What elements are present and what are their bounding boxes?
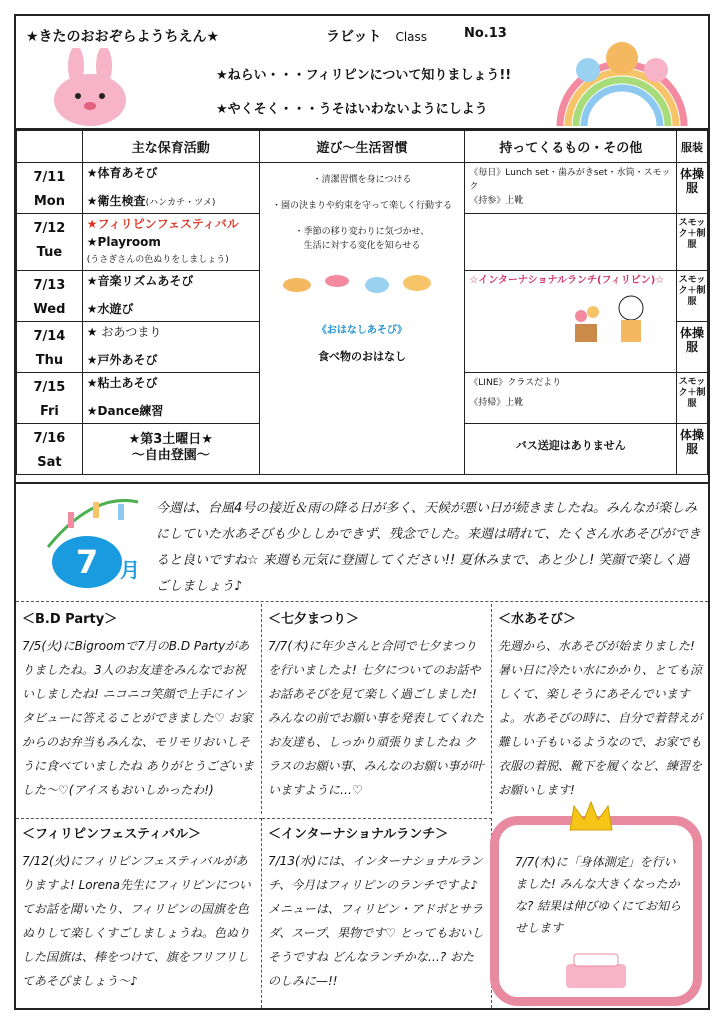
date-text: 7/14 [33, 329, 66, 344]
date-text: 7/11 [33, 170, 66, 185]
activity-1: ★ おあつまり [86, 325, 162, 339]
fish-illustration-icon [277, 265, 447, 305]
month-suffix: 月 [120, 558, 140, 582]
row-activity [82, 163, 259, 214]
rabbit-face-icon [46, 48, 136, 128]
issue-number: No.13 [464, 26, 507, 41]
date-text: 7/15 [33, 380, 66, 395]
activity-2: ★Playroom [86, 235, 161, 249]
july-message-section [16, 482, 708, 602]
measurement-text: 7/7(木)に「身体測定」を行いました! みんな大きくなったかな? 結果は伸びゆくにてお知らせします [515, 855, 682, 935]
box-text: 7/12(火)にフィリピンフェスティバルがありますよ! Lorena先生にフィリピンについてお話を聞いたり、フィリピンの国旗を色ぬりして楽しくすごしましょうね。色ぬりした国旗は、棒をつけて、旗をフリフリしてあそびましょう～♪ [22, 854, 251, 988]
row-bring [465, 163, 677, 214]
play-goal-4: 生活に対する変化を知らせる [303, 241, 421, 251]
weekday: Fri [39, 404, 59, 419]
box-title: ＜七夕まつり＞ [268, 612, 360, 627]
header-date [17, 131, 83, 163]
bring-line: 《LINE》クラスだより [469, 378, 562, 388]
header [16, 16, 708, 130]
bd-party-box [16, 604, 262, 814]
activity-2-line [87, 193, 255, 211]
row-clothing: 体操服 [677, 163, 708, 214]
row-date [17, 424, 83, 475]
water-play-box [492, 604, 710, 814]
row-bring [465, 271, 677, 373]
row-activity [82, 271, 259, 322]
weekly-message: 今週は、台風4号の接近＆雨の降る日が多く、天候が悪い日が続きましたね。みんなが楽しみにしていた水あそびも少ししかできず、残念でした。来週は晴れて、たくさん水あそびができると良いですね☆ 来週も元気に登園してください!! 夏休みまで、あと少し! 笑顔で楽しく過ごしましょう♪ [156, 501, 701, 594]
bring-own: 《持参》上靴 [469, 196, 524, 206]
row-bring [465, 373, 677, 424]
story-play-topic: 食べ物のおはなし [317, 350, 406, 363]
activity-1: ★体育あそび [86, 166, 158, 180]
activity-note: (ハンカチ・ツメ) [145, 198, 216, 208]
row-date [17, 271, 83, 322]
school-name: ★きたのおおぞらようちえん★ [26, 29, 220, 45]
date-text: 7/12 [33, 221, 66, 236]
row-date [17, 373, 83, 424]
weekday: Wed [33, 302, 66, 317]
activity-1: ★フィリピンフェスティバル [86, 217, 239, 231]
row-activity [82, 214, 259, 271]
weekday: Tue [36, 245, 63, 260]
class-label: Class [395, 30, 428, 44]
table-header-row [17, 131, 708, 163]
row-clothing: スモック＋制服 [677, 271, 708, 322]
activity-2: ★戸外あそび [86, 353, 158, 367]
month-number: 7 [75, 543, 99, 581]
weekday: Thu [35, 353, 64, 368]
play-habits-cell [259, 163, 465, 475]
header-clothing: 服装 [677, 131, 708, 163]
activity-1: ★第3土曜日★ [128, 432, 213, 447]
row-clothing: 体操服 [677, 424, 708, 475]
table-row [17, 163, 708, 214]
activity-1: ★粘土あそび [86, 376, 158, 390]
activity-2: ★Dance練習 [86, 404, 164, 418]
row-activity [82, 373, 259, 424]
row-date [17, 214, 83, 271]
box-title: ＜インターナショナルランチ＞ [268, 827, 449, 842]
activity-2: ～自由登園～ [131, 448, 210, 463]
box-text: 7/13(水)には、インターナショナルランチ、今月はフィリピンのランチですよ♪ メニューは、フィリピン・アドボとサラダ、スープ、果物です♡ とってもおいしそうですね どんなランチかな…? おたのしみに—!! [268, 854, 484, 988]
tanabata-box [262, 604, 492, 814]
row-activity [82, 424, 259, 475]
weekly-schedule-table [16, 130, 708, 475]
activity-note: (うさぎさんの色ぬりをしましょう) [86, 255, 229, 265]
play-goal-1: ・清潔習慣を身につける [312, 175, 412, 185]
rainbow-animals-icon [552, 36, 692, 128]
promise-line: ★やくそく・・・うそはいわないようにしよう [216, 102, 488, 117]
row-clothing: スモック＋制服 [677, 373, 708, 424]
box-text: 7/5(火)にBigroomで7月のB.D Partyがありましたね。3人のお友達をみんなでお祝いしましたね! ニコニコ笑顔で上手にインタビューに答えることができました♡ お家からのお弁当もみんな、モリモリおいしそうに食べていましたね ありがとうございました～♡(アイスもおいしかったわ!) [22, 639, 254, 797]
activity-1: ★音楽リズムあそび [86, 274, 194, 288]
date-text: 7/13 [33, 278, 66, 293]
goal-line: ★ねらい・・・フィリピンについて知りましょう!! [216, 68, 512, 83]
birthday-cake-icon [556, 946, 636, 994]
class-name [326, 26, 427, 46]
row-clothing: 体操服 [677, 322, 708, 373]
row-bring [465, 214, 677, 271]
row-date [17, 322, 83, 373]
international-lunch-box [262, 818, 492, 1008]
box-text: 先週から、水あそびが始まりました! 暑い日に冷たい水にかかり、とても涼しくて、楽しそうにあそんでいますよ。水あそびの時に、自分で着替えが難しい子もいるようなので、お家でも衣服の着脱、靴下を履くなど、練習をお願いします! [498, 639, 703, 797]
newsletter-page [14, 14, 710, 1010]
activity-2: ★衛生検査 [86, 194, 146, 208]
activity-2: ★水遊び [86, 302, 134, 316]
header-bring: 持ってくるもの・その他 [465, 131, 677, 163]
crown-icon [566, 798, 616, 834]
date-text: 7/16 [33, 431, 66, 446]
row-clothing: スモック＋制服 [677, 214, 708, 271]
box-title: ＜フィリピンフェスティバル＞ [22, 827, 202, 842]
weekday: Sat [37, 455, 62, 470]
bring-daily: 《毎日》Lunch set・歯みがきset・水筒・スモック [469, 168, 671, 192]
header-activities: 主な保育活動 [82, 131, 259, 163]
class-name-text: ラビット [326, 29, 382, 45]
row-date [17, 163, 83, 214]
box-title: ＜B.D Party＞ [22, 612, 118, 627]
row-bring [465, 424, 677, 475]
box-text: 7/7(木)に年少さんと合同で七夕まつりを行いましたよ! 七夕についてのお話やお話あそびを見て楽しく過ごしました! みんなの前でお願い事を発表してくれたお友達も、しっかり頑張りましたね クラスのお願い事、みんなのお願い事が叶いますように…♡ [268, 639, 485, 797]
international-lunch-note: ☆インターナショナルランチ(フィリピン)☆ [469, 275, 665, 286]
play-goal-3: ・季節の移り変わりに気づかせ、 [294, 227, 430, 237]
dog-watering-flowers-icon [569, 288, 659, 348]
bring-home: 《持帰》上靴 [469, 398, 524, 408]
row-activity [82, 322, 259, 373]
weekday: Mon [33, 194, 65, 209]
story-play-title: 《おはなしあそび》 [316, 325, 408, 336]
header-play: 遊び～生活習慣 [259, 131, 465, 163]
box-title: ＜水あそび＞ [498, 612, 577, 627]
month-badge [52, 536, 140, 588]
no-bus-note: バス送迎はありません [515, 439, 626, 452]
philippine-festival-box [16, 818, 262, 1008]
play-goal-2: ・園の決まりや約束を守って楽しく行動する [271, 201, 452, 211]
